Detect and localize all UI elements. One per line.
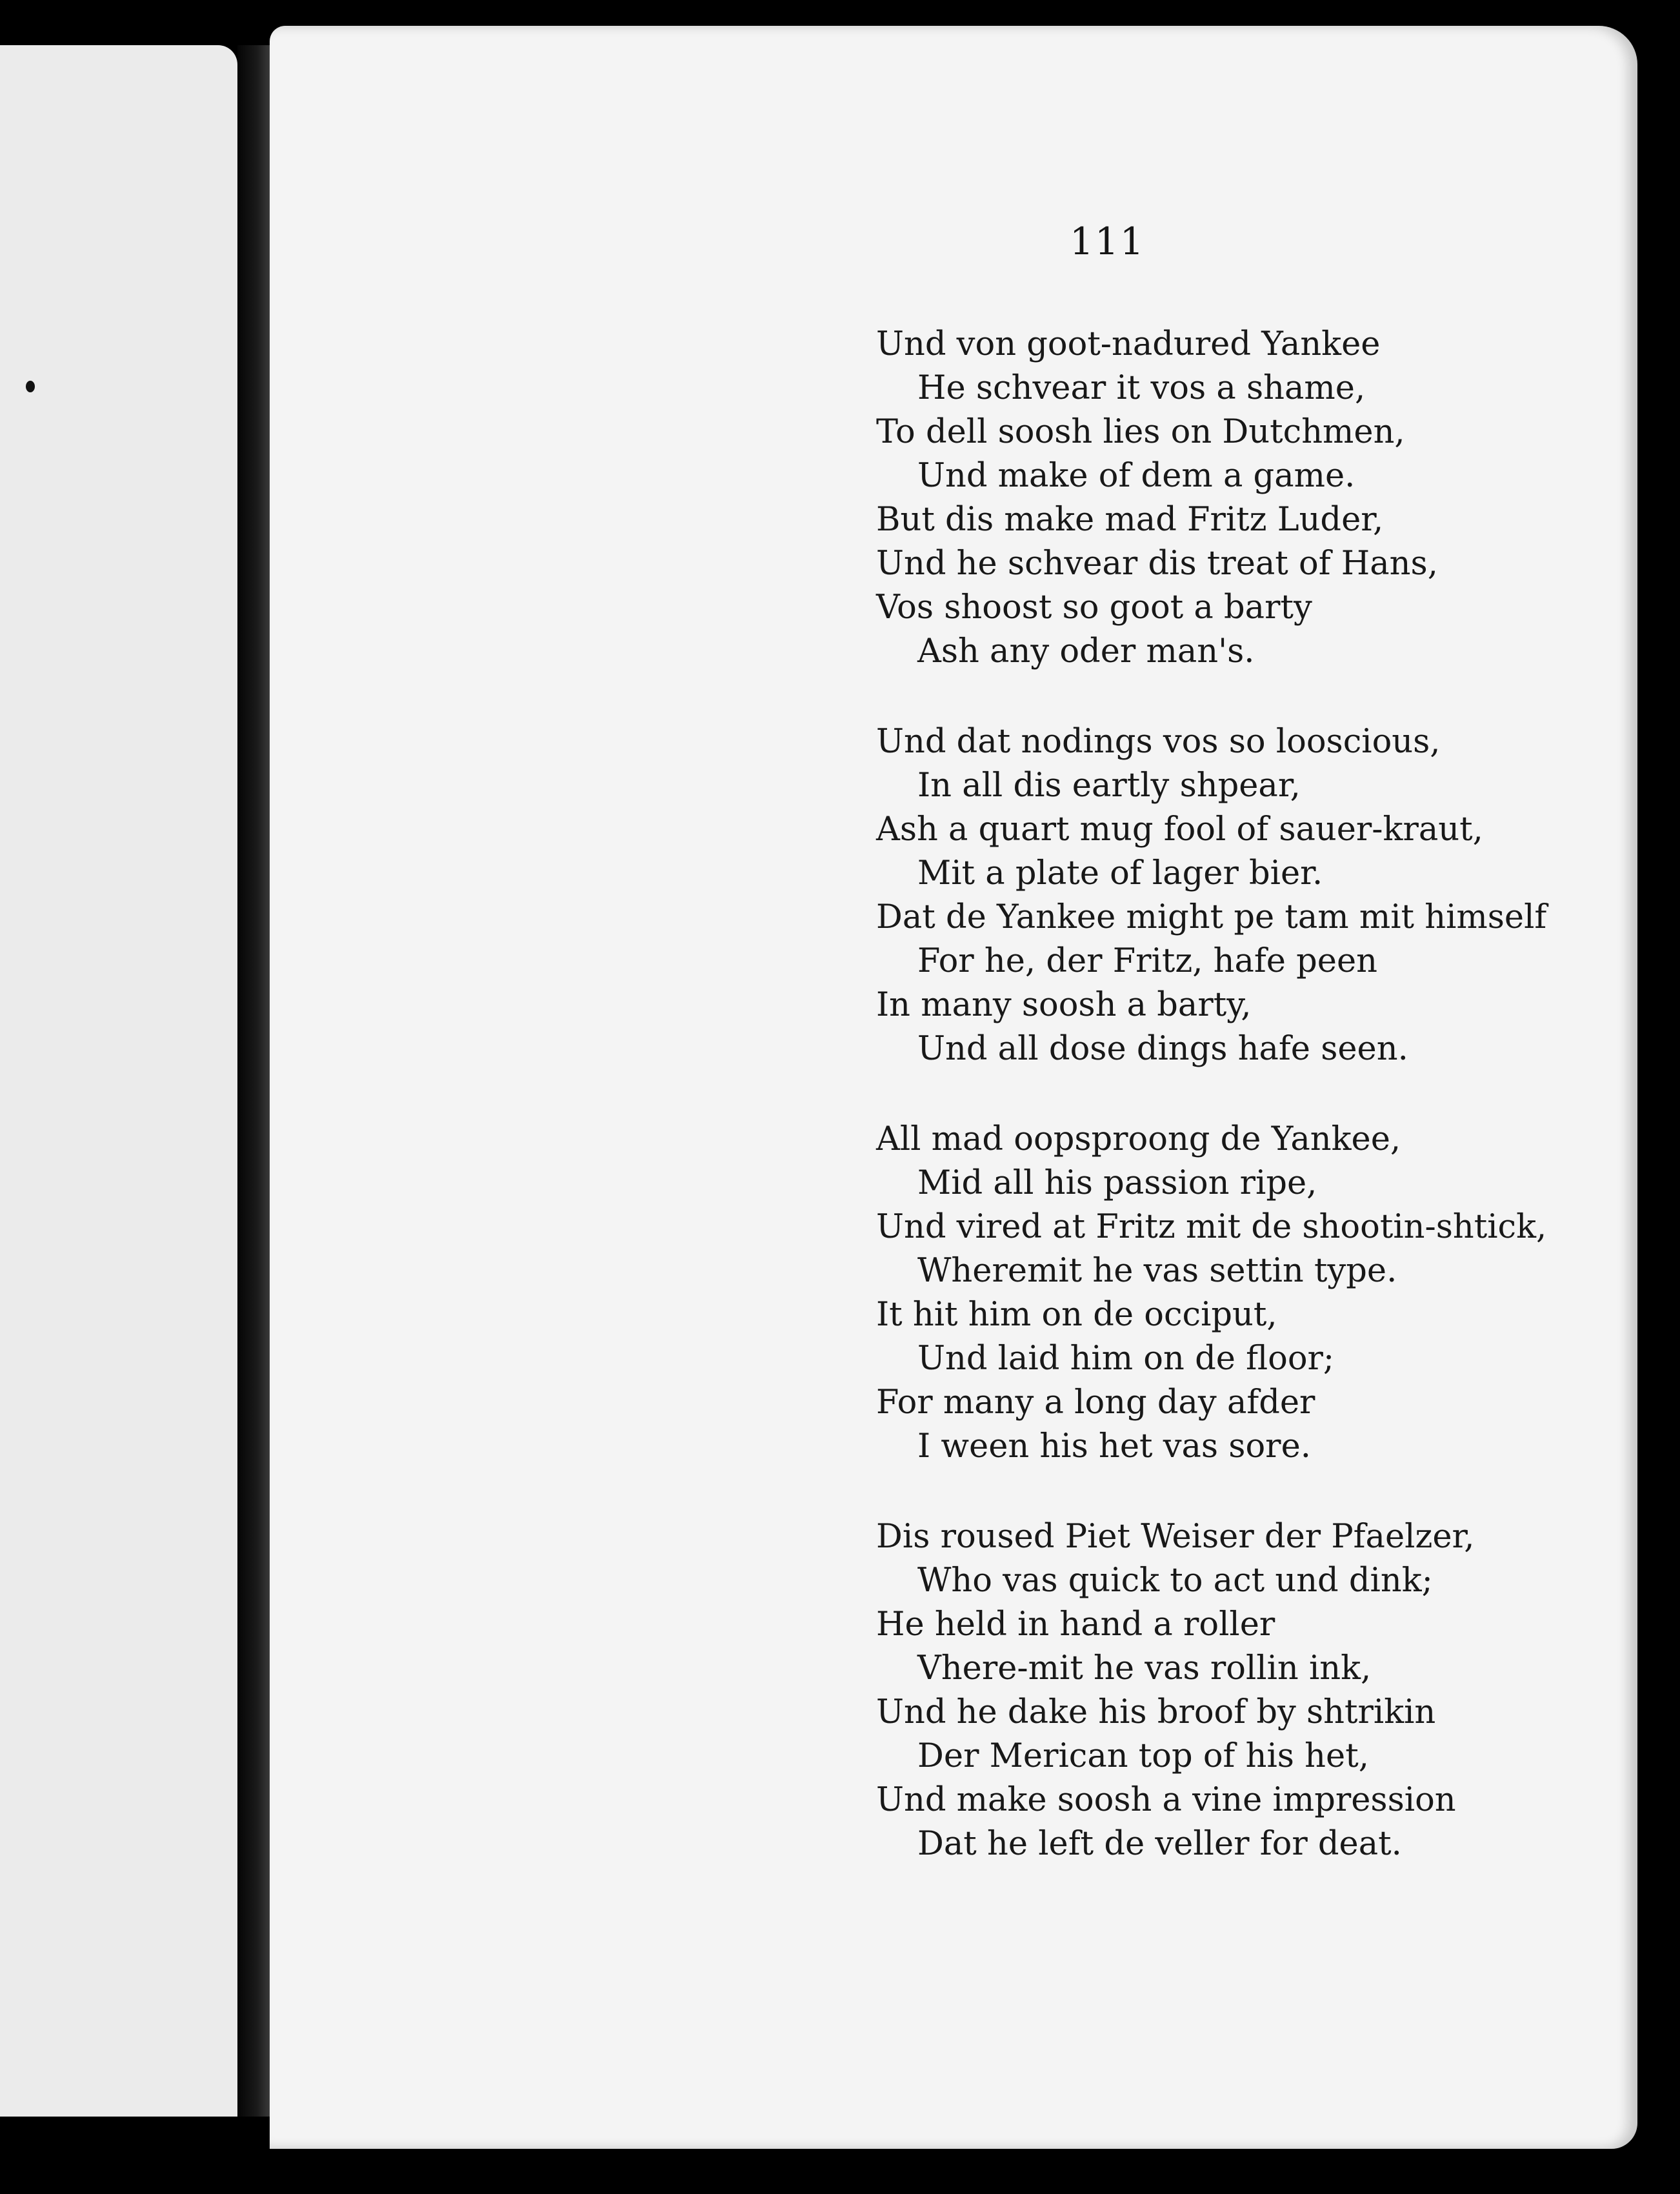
- stanza-2: [876, 720, 1680, 1071]
- poem-line: Und all dose dings hafe seen.: [917, 1030, 1408, 1068]
- stanza-gap: [876, 1071, 1680, 1118]
- poem-line: Vos shoost so goot a barty: [876, 589, 1312, 627]
- poem-line: But dis make mad Fritz Luder,: [876, 501, 1384, 539]
- poem-line: In many soosh a barty,: [876, 986, 1252, 1024]
- poem-line: I ween his het vas sore.: [917, 1427, 1311, 1465]
- poem-line: Und vired at Fritz mit de shootin-shtick,: [876, 1208, 1547, 1246]
- poem-line: Mit a plate of lager bier.: [917, 854, 1323, 892]
- poem-line: Und he schvear dis treat of Hans,: [876, 545, 1438, 583]
- poem-line: Und he dake his broof by shtrikin: [876, 1693, 1436, 1731]
- poem-line: Und von goot-nadured Yankee: [876, 325, 1381, 363]
- stanza-1: [876, 323, 1680, 674]
- poem-line: Und make soosh a vine impression: [876, 1781, 1456, 1819]
- poem-line: Und laid him on de floor;: [917, 1340, 1335, 1378]
- poem-line: Ash a quart mug fool of sauer-kraut,: [876, 810, 1483, 849]
- poem-line: Wheremit he vas settin type.: [917, 1252, 1397, 1290]
- poem-line: For he, der Fritz, hafe peen: [917, 942, 1378, 980]
- page-number: 111: [1070, 219, 1145, 263]
- poem-line: Der Merican top of his het,: [917, 1737, 1369, 1775]
- poem-line: Dat he left de veller for deat.: [917, 1825, 1402, 1863]
- poem-line: He held in hand a roller: [876, 1605, 1275, 1644]
- stanza-gap: [876, 1469, 1680, 1515]
- poem-line: In all dis eartly shpear,: [917, 767, 1301, 805]
- poem-line: Mid all his passion ripe,: [917, 1164, 1317, 1202]
- poem-line: It hit him on de occiput,: [876, 1296, 1277, 1334]
- poem-line: Dis roused Piet Weiser der Pfaelzer,: [876, 1518, 1475, 1556]
- poem-line: Und dat nodings vos so looscious,: [876, 723, 1441, 761]
- left-page: [0, 45, 237, 2117]
- stanza-3: [876, 1118, 1680, 1469]
- poem-line: Vhere-mit he vas rollin ink,: [917, 1649, 1372, 1687]
- book-gutter: [237, 45, 270, 2117]
- poem-line: He schvear it vos a shame,: [917, 369, 1366, 407]
- poem-line: Ash any oder man's.: [917, 632, 1255, 670]
- poem-line: For many a long day afder: [876, 1384, 1315, 1422]
- stanza-4: [876, 1515, 1680, 1866]
- poem-line: All mad oopsproong de Yankee,: [876, 1120, 1401, 1158]
- right-page: [270, 26, 1637, 2149]
- poem: [876, 323, 1680, 1866]
- poem-line: Who vas quick to act und dink;: [917, 1562, 1433, 1600]
- poem-line: Und make of dem a game.: [917, 457, 1355, 495]
- poem-line: To dell soosh lies on Dutchmen,: [876, 413, 1405, 451]
- stanza-gap: [876, 674, 1680, 720]
- ink-speck: [26, 381, 35, 392]
- poem-line: Dat de Yankee might pe tam mit himself: [876, 898, 1547, 936]
